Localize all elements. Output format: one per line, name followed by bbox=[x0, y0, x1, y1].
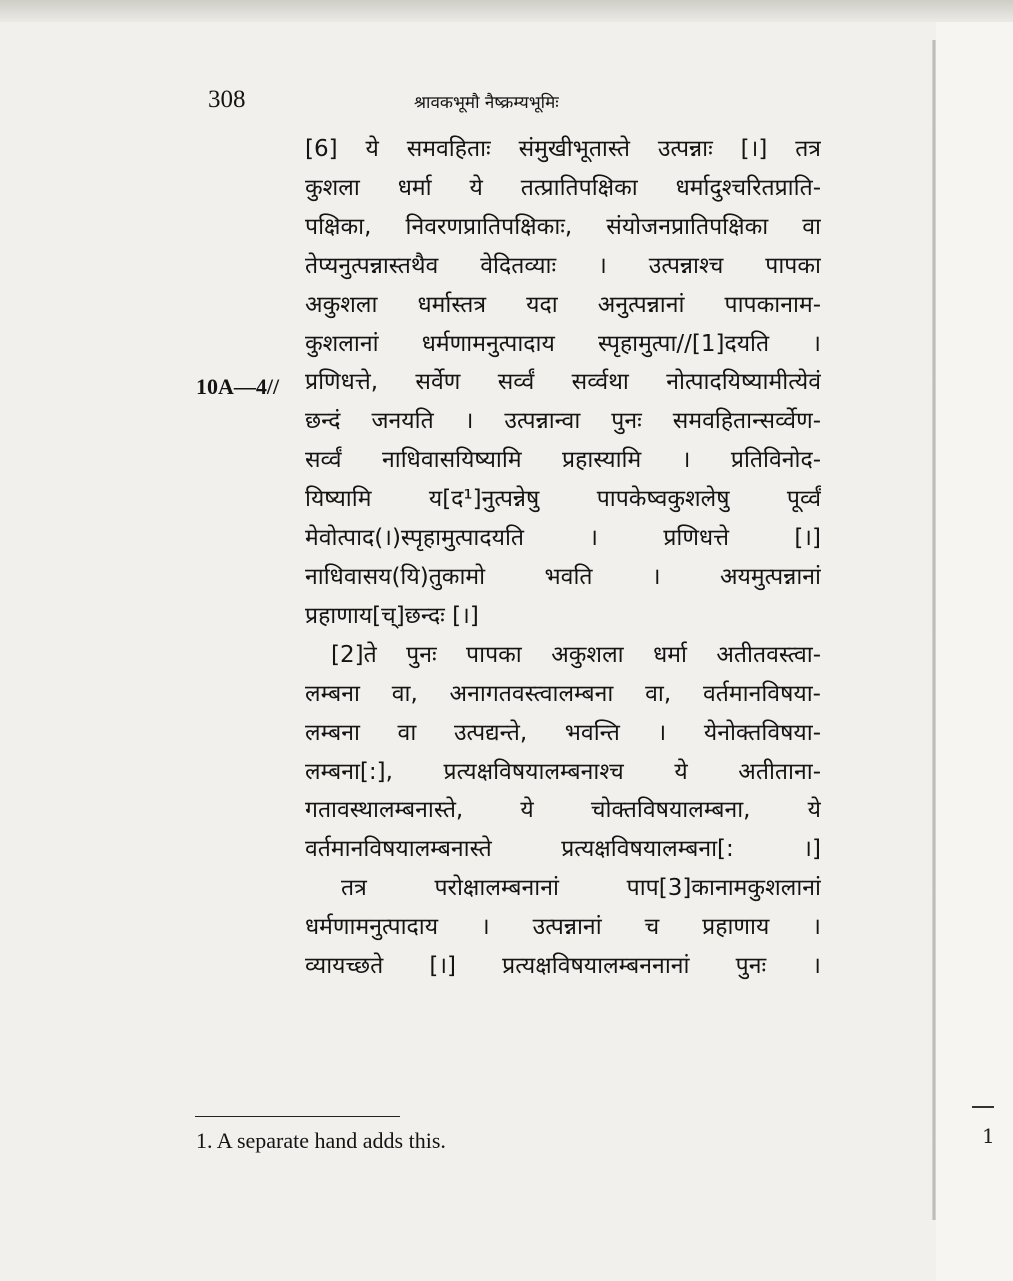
text-line: लम्बना वा, अनागतवस्त्वालम्बना वा, वर्तमानविषया- bbox=[305, 680, 821, 707]
text-line: [6] ये समवहिताः संमुखीभूतास्ते उत्पन्नाः [।] तत्र bbox=[305, 136, 821, 162]
scan-top-edge bbox=[0, 0, 1013, 22]
text-line: लम्बना वा उत्पद्यन्ते, भवन्ति । येनोक्तविषया- bbox=[305, 719, 821, 746]
text-line: प्रणिधत्ते, सर्वेण सर्व्वं सर्व्वथा नोत्पादयिष्यामीत्येवं bbox=[305, 369, 821, 396]
text-line: अकुशला धर्मास्तत्र यदा अनुत्पन्नानां पापकानाम- bbox=[305, 291, 821, 318]
text-line: लम्बना[:], प्रत्यक्षविषयालम्बनाश्च ये अतीताना- bbox=[305, 758, 821, 785]
text-line: वर्तमानविषयालम्बनास्ते प्रत्यक्षविषयालम्बना[: ।] bbox=[305, 836, 821, 863]
running-head: श्रावकभूमौ नैष्क्रम्यभूमिः bbox=[414, 93, 559, 113]
margin-folio-reference: 10A—4// bbox=[196, 374, 280, 399]
text-line: छन्दं जनयति । उत्पन्नान्वा पुनः समवहितान्सर्व्वेण- bbox=[305, 408, 821, 435]
text-line: धर्मणामनुत्पादाय । उत्पन्नानां च प्रहाणाय । bbox=[305, 914, 821, 941]
binding-gutter-shadow bbox=[932, 40, 936, 1220]
text-line: नाधिवासय(यि)तुकामो भवति । अयमुत्पन्नानां bbox=[305, 563, 821, 590]
text-line: कुशलानां धर्मणामनुत्पादाय स्पृहामुत्पा//[1]दयति । bbox=[305, 330, 821, 357]
text-line: व्यायच्छते [।] प्रत्यक्षविषयालम्बननानां पुनः । bbox=[305, 953, 821, 980]
footnote: 1. A separate hand adds this. bbox=[196, 1128, 446, 1153]
page-number: 308 bbox=[208, 86, 246, 113]
text-line: प्रहाणाय[च्]छन्दः [।] bbox=[305, 602, 479, 629]
sanskrit-text-block bbox=[305, 130, 821, 986]
text-line: तेप्यनुत्पन्नास्तथैव वेदितव्याः । उत्पन्नाश्च पापका bbox=[305, 252, 821, 279]
text-line: यिष्यामि य[द¹]नुत्पन्नेषु पापकेष्वकुशलेषु पूर्व्वं bbox=[305, 486, 821, 513]
edge-dash-mark bbox=[972, 1106, 994, 1108]
edge-mark: 1 bbox=[982, 1124, 995, 1148]
footnote-divider bbox=[195, 1116, 400, 1117]
text-line: पक्षिका, निवरणप्रातिपक्षिकाः, संयोजनप्रातिपक्षिका वा bbox=[305, 213, 821, 240]
text-line: मेवोत्पाद(।)स्पृहामुत्पादयति । प्रणिधत्ते [।] bbox=[305, 525, 821, 552]
text-line: सर्व्वं नाधिवासयिष्यामि प्रहास्यामि । प्रतिविनोद- bbox=[305, 447, 821, 474]
text-line: कुशला धर्मा ये तत्प्रातिपक्षिका धर्मादुश्चरितप्राति- bbox=[305, 174, 821, 201]
text-line: तत्र परोक्षालम्बनानां पाप[3]कानामकुशलानां bbox=[341, 875, 821, 902]
page-right-margin bbox=[936, 22, 1013, 1281]
text-line: गतावस्थालम्बनास्ते, ये चोक्तविषयालम्बना, ये bbox=[305, 797, 821, 824]
text-line: [2]ते पुनः पापका अकुशला धर्मा अतीतवस्त्वा- bbox=[331, 641, 821, 668]
